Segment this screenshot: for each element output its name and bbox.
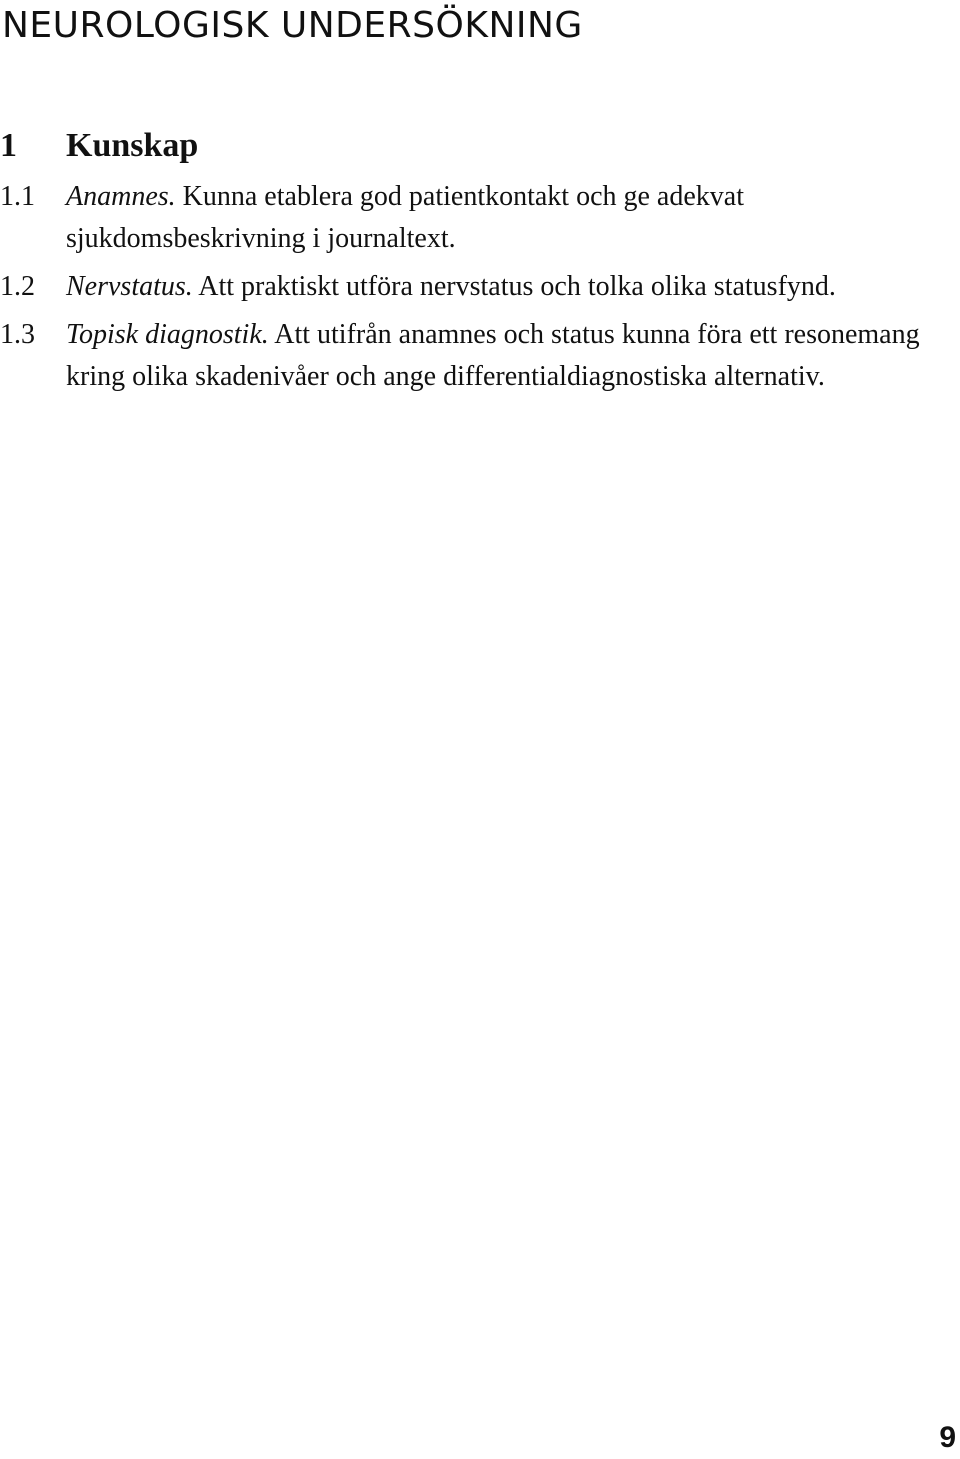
item-term: Nervstatus. — [66, 271, 193, 302]
item-text: Kunna etablera god patientkontakt och ge adekvat sjukdomsbeskrivning i journaltext. — [66, 181, 744, 254]
item-number: 1.2 — [0, 271, 35, 302]
list-item-nervstatus — [0, 266, 958, 308]
item-number: 1.1 — [0, 181, 35, 212]
list-item-anamnes — [0, 176, 958, 260]
item-term: Topisk diagnostik. — [66, 319, 269, 350]
item-text: Att praktiskt utföra nervstatus och tolka olika statusfynd. — [198, 271, 836, 302]
section-number: 1 — [0, 127, 17, 164]
item-number: 1.3 — [0, 319, 35, 350]
section-kunskap — [0, 122, 958, 404]
item-text: Att utifrån anamnes och status kunna föra ett resonemang kring olika skadenivåer och ange differentialdiagnostiska alternativ. — [66, 319, 920, 392]
item-body — [66, 314, 958, 398]
item-term: Anamnes. — [66, 181, 176, 212]
page-number: 9 — [939, 1421, 956, 1454]
page-title: NEUROLOGISK UNDERSÖKNING — [2, 5, 583, 46]
item-body — [66, 266, 958, 308]
list-item-topisk-diagnostik — [0, 314, 958, 398]
section-title: Kunskap — [66, 127, 199, 164]
section-heading — [0, 122, 958, 170]
item-body — [66, 176, 958, 260]
